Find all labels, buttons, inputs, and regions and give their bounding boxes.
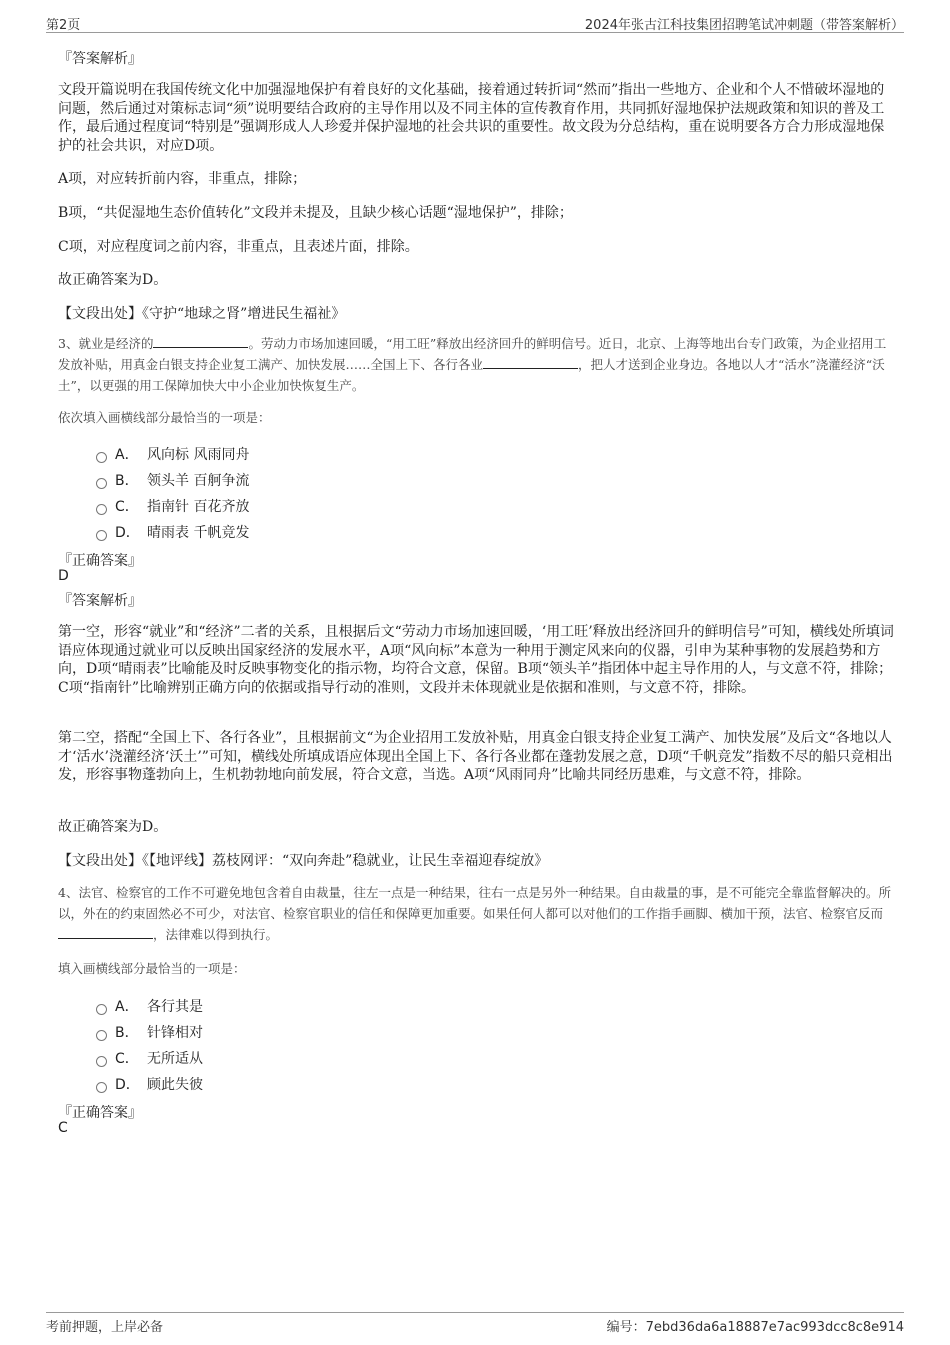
answer-heading: 『正确答案』: [58, 1105, 142, 1121]
radio-button[interactable]: [96, 530, 107, 541]
conclusion: 故正确答案为D。: [58, 272, 168, 288]
analysis-heading: 『答案解析』: [58, 51, 142, 67]
code-value: 7ebd36da6a18887e7ac993dcc8c8e914: [645, 1320, 904, 1335]
option-b[interactable]: [96, 1022, 203, 1042]
question-stem: [58, 882, 898, 945]
option-letter: C．: [115, 499, 139, 515]
radio-button[interactable]: [96, 1004, 107, 1015]
option-text: 无所适从: [147, 1051, 203, 1067]
option-letter: B．: [115, 473, 139, 489]
option-text: 指南针 百花齐放: [147, 499, 250, 515]
footer-slogan: 考前押题，上岸必备: [46, 1320, 164, 1335]
stem-text: ，把人才送到企业身边。各地以人才“活水”浇灌经济“沃土”，以更强的用工保障加快大中小企业加快恢复生产。: [58, 357, 885, 393]
stem-text: 4、法官、检察官的工作不可避免地包含着自由裁量，往左一点是一种结果，往右一点是另外一种结果。自由裁量的事，是不可能完全靠监督解决的。所以，外在的约束固然必不可少，对法官、检察官职业的信任和保障更加重要。如果任何人都可以对他们的工作指手画脚、横加干预，法官、检察官反而: [58, 885, 891, 921]
option-letter: C．: [115, 1051, 139, 1067]
option-d[interactable]: [96, 1074, 203, 1094]
analysis-paragraph: 文段开篇说明在我国传统文化中加强湿地保护有着良好的文化基础，接着通过转折词“然而”指出一些地方、企业和个人不惜破坏湿地的问题，然后通过对策标志词“须”说明要结合政府的主导作用以及不同主体的宣传教育作用，共同抓好湿地保护法规政策和知识的普及工作，最后通过程度词“特别是”强调形成人人珍爱并保护湿地的社会共识的重要性。故文段为分总结构，重在说明要各方合力形成湿地保护的社会共识，对应D项。: [58, 82, 885, 154]
radio-button[interactable]: [96, 1082, 107, 1093]
option-text: 风向标 风雨同舟: [147, 447, 250, 463]
option-text: 针锋相对: [147, 1025, 203, 1041]
option-a[interactable]: [96, 996, 203, 1016]
option-note-c: C项，对应程度词之前内容，非重点，且表述片面，排除。: [58, 239, 419, 255]
page-footer: [46, 1312, 904, 1339]
option-text: 领头羊 百舸争流: [147, 473, 250, 489]
radio-button[interactable]: [96, 1030, 107, 1041]
option-a[interactable]: [96, 444, 249, 464]
question-prompt: 依次填入画横线部分最恰当的一项是：: [58, 410, 271, 425]
source-citation: 【文段出处】《守护“地球之肾”增进民生福祉》: [58, 306, 346, 322]
fill-blank: [58, 926, 153, 939]
radio-button[interactable]: [96, 452, 107, 463]
radio-button[interactable]: [96, 504, 107, 515]
conclusion: 故正确答案为D。: [58, 819, 168, 835]
correct-answer: C: [58, 1120, 68, 1136]
radio-button[interactable]: [96, 478, 107, 489]
option-c[interactable]: [96, 1048, 203, 1068]
option-note-a: A项，对应转折前内容，非重点，排除；: [58, 171, 307, 187]
question-prompt: 填入画横线部分最恰当的一项是：: [58, 961, 246, 976]
question-stem: [58, 333, 898, 396]
option-text: 顾此失彼: [147, 1077, 203, 1093]
page-header: [46, 12, 904, 33]
analysis-paragraph: 第一空，形容“就业”和“经济”二者的关系，且根据后文“劳动力市场加速回暖，‘用工旺’释放出经济回升的鲜明信号”可知，横线处所填词语应体现通过就业可以反映出国家经济的发展水平，A项“风向标”本意为一种用于测定风来向的仪器，引申为某种事物的发展趋势和方向，D项“晴雨表”比喻能及时反映事物变化的指示物，均符合文意，保留。B项“领头羊”指团体中起主导作用的人，与文意不符，排除；C项“指南针”比喻辨别正确方向的依据或指导行动的准则，文段并未体现就业是依据和准则，与文意不符，排除。: [58, 624, 894, 696]
option-letter: D．: [115, 525, 140, 541]
page-number: 第2页: [46, 18, 81, 33]
option-text: 各行其是: [147, 999, 203, 1015]
fill-blank: [153, 335, 248, 348]
option-letter: A．: [115, 999, 139, 1015]
option-letter: A．: [115, 447, 139, 463]
code-label: 编号：: [606, 1320, 646, 1335]
option-c[interactable]: [96, 496, 249, 516]
option-d[interactable]: [96, 522, 249, 542]
answer-heading: 『正确答案』: [58, 553, 142, 569]
option-letter: B．: [115, 1025, 139, 1041]
option-note-b: B项，“共促湿地生态价值转化”文段并未提及，且缺少核心话题“湿地保护”，排除；: [58, 205, 573, 221]
document-title: 2024年张古江科技集团招聘笔试冲刺题（带答案解析）: [584, 18, 904, 33]
source-citation: 【文段出处】《【地评线】荔枝网评：“双向奔赴”稳就业，让民生幸福迎春绽放》: [58, 853, 549, 869]
option-letter: D．: [115, 1077, 140, 1093]
radio-button[interactable]: [96, 1056, 107, 1067]
fill-blank: [483, 356, 578, 369]
correct-answer: D: [58, 568, 69, 584]
stem-text: ，法律难以得到执行。: [153, 927, 279, 942]
stem-text: 3、就业是经济的: [58, 336, 154, 351]
document-code: [607, 1316, 904, 1335]
analysis-paragraph: 第二空，搭配“全国上下、各行各业”，且根据前文“为企业招用工发放补贴，用真金白银支持企业复工满产、加快发展”及后文“各地以人才‘活水’浇灌经济‘沃土’”可知，横线处所填成语应体现出全国上下、各行各业都在蓬勃发展之意，D项“千帆竞发”指数不尽的船只竞相出发，形容事物蓬勃向上，生机勃勃地向前发展，符合文意，当选。A项“风雨同舟”比喻共同经历患难，与文意不符，排除。: [58, 730, 893, 783]
option-text: 晴雨表 千帆竞发: [147, 525, 250, 541]
option-b[interactable]: [96, 470, 249, 490]
stem-text: 。劳动力市场加速回暖，“用工旺”释放出经济回升的鲜明信号。近日，北京、上海等地出台专门政策，为企业招用工发放补贴，用真金白银支持企业复工满产、加快发展……全国上下、各行各业: [58, 336, 887, 372]
analysis-heading: 『答案解析』: [58, 593, 142, 609]
